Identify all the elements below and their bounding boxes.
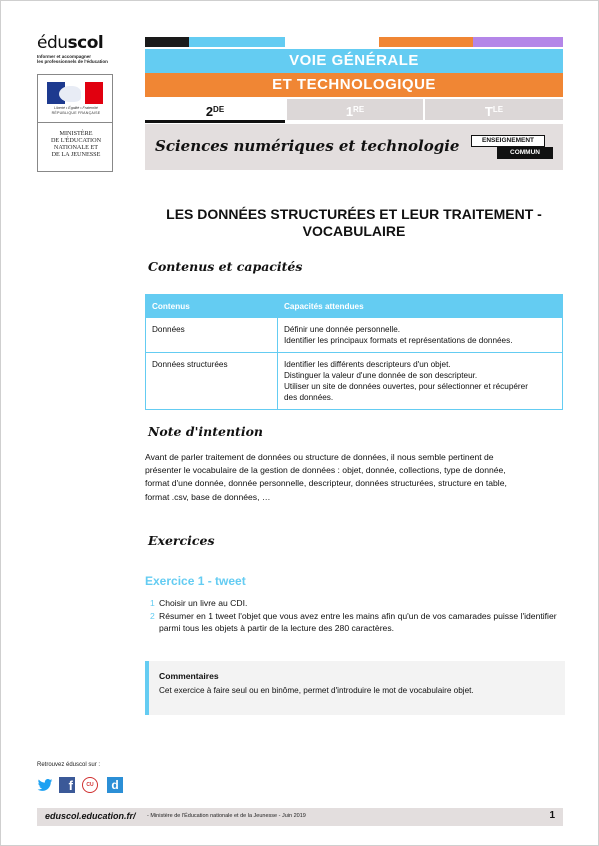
capacities-table bbox=[145, 294, 563, 410]
republic-motto: Liberté • Égalité • Fraternité bbox=[54, 106, 98, 110]
dailymotion-icon[interactable]: d bbox=[107, 777, 123, 793]
track-title-line1: VOIE GÉNÉRALE bbox=[145, 49, 563, 73]
twitter-icon[interactable] bbox=[37, 777, 53, 793]
logo-tagline: Informer et accompagner les professionnels de l'éducation bbox=[37, 54, 108, 64]
color-bar-purple bbox=[473, 37, 563, 47]
canal-u-icon[interactable]: CU bbox=[82, 777, 98, 793]
comment-box bbox=[145, 661, 565, 715]
facebook-icon[interactable]: f bbox=[59, 777, 75, 793]
heading-note: Note d'intention bbox=[148, 424, 264, 439]
table-row bbox=[146, 318, 563, 353]
document-title: LES DONNÉES STRUCTURÉES ET LEUR TRAITEMENT - VOCABULAIRE bbox=[166, 206, 542, 239]
level-terminale: $T^{LE}$ bbox=[425, 99, 563, 120]
level-premiere: 1RE bbox=[287, 99, 423, 120]
exercise-title: Exercice 1 - tweet bbox=[145, 574, 246, 588]
logo-wordmark: éduscol bbox=[37, 33, 104, 53]
page-number: 1 bbox=[549, 810, 555, 821]
color-bar-blue bbox=[189, 37, 285, 47]
list-item: 2 Résumer en 1 tweet l'objet que vous avez entre les mains afin qu'un de vos camarades puisse l'identifier parmi tous les objets à partir de la lecture des 280 caractères. bbox=[150, 610, 557, 633]
color-bar-orange bbox=[379, 37, 473, 47]
table-cell: Données structurées bbox=[146, 353, 278, 410]
comment-text: Cet exercice à faire seul ou en binôme, permet d'introduire le mot de vocabulaire objet. bbox=[159, 686, 474, 695]
heading-exercices: Exercices bbox=[148, 533, 215, 548]
note-paragraph: Avant de parler traitement de données ou structure de données, il nous semble pertinent de présenter le vocabulaire de la gestion de données : objet, donnée, collections, type de donnée, format d'une donnée, donnée personnelle, descripteur, données structurées, structure en table, format .csv, base de données, … bbox=[145, 452, 507, 502]
follow-label: Retrouvez éduscol sur : bbox=[37, 762, 101, 768]
list-item: 1 Choisir un livre au CDI. bbox=[150, 598, 248, 608]
table-header-cell: Capacités attendues bbox=[278, 295, 563, 318]
badge-commun: COMMUN bbox=[497, 147, 553, 159]
badge-enseignement: ENSEIGNEMENT bbox=[471, 135, 545, 147]
footer-link[interactable]: eduscol.education.fr/ bbox=[45, 811, 136, 821]
footer-text: - Ministère de l'Éducation nationale et de la Jeunesse - Juin 2019 bbox=[147, 813, 306, 819]
table-row bbox=[146, 353, 563, 410]
table-cell: Définir une donnée personnelle. Identifier les principaux formats et représentations de données. bbox=[278, 318, 563, 353]
table-header-row bbox=[146, 295, 563, 318]
marianne-icon bbox=[47, 82, 103, 104]
color-bar-black bbox=[145, 37, 189, 47]
table-header-cell: Contenus bbox=[146, 295, 278, 318]
exercise-list bbox=[145, 597, 565, 635]
subject-title: Sciences numériques et technologie bbox=[155, 137, 460, 155]
heading-contenus: Contenus et capacités bbox=[148, 259, 303, 274]
ministry-logo bbox=[37, 74, 113, 172]
ministry-name: MINISTÈRE DE L'ÉDUCATION NATIONALE ET DE LA JEUNESSE bbox=[50, 130, 102, 158]
level-seconde: 2DE bbox=[145, 99, 285, 120]
republique-francaise: RÉPUBLIQUE FRANÇAISE bbox=[51, 111, 101, 115]
active-level-underline bbox=[145, 120, 285, 123]
page-footer bbox=[37, 808, 563, 826]
track-title-line2: ET TECHNOLOGIQUE bbox=[145, 73, 563, 97]
comment-title: Commentaires bbox=[159, 671, 219, 681]
table-cell: Identifier les différents descripteurs d'un objet. Distinguer la valeur d'une donnée de son descripteur. Utiliser un site de données ouvertes, pour sélectionner et récupérer des données. bbox=[278, 353, 563, 410]
table-cell: Données bbox=[146, 318, 278, 353]
subject-band bbox=[145, 124, 563, 170]
eduscol-logo[interactable] bbox=[37, 33, 127, 64]
